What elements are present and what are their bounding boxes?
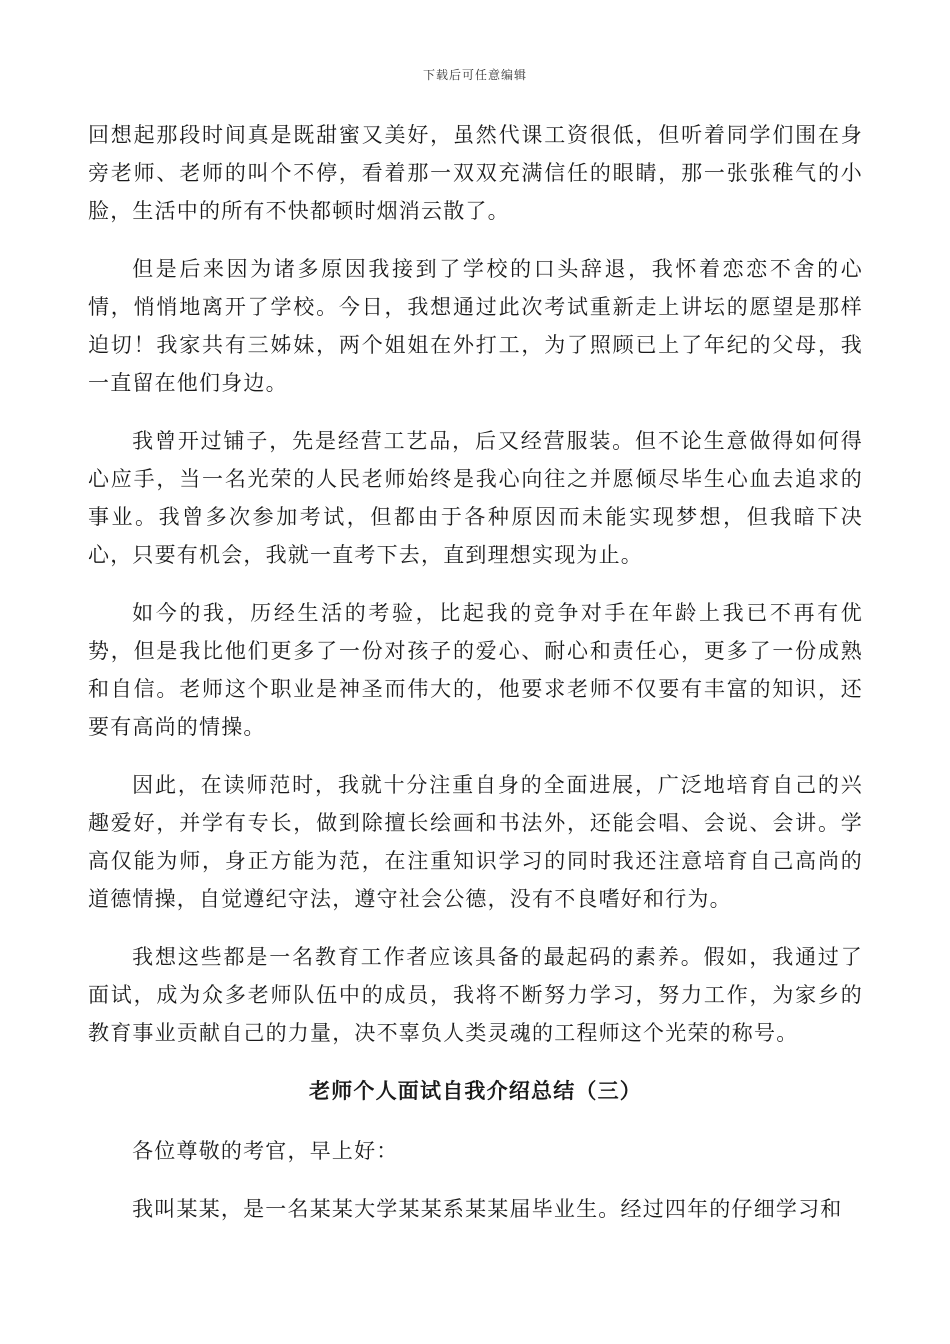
document-body <box>88 116 863 1248</box>
section-title: 老师个人面试自我介绍总结（三） <box>309 1078 642 1103</box>
paragraph-2: 但是后来因为诸多原因我接到了学校的口头辞退，我怀着恋恋不舍的心情，悄悄地离开了学校。今日，我想通过此次考试重新走上讲坛的愿望是那样迫切！我家共有三姊妹，两个姐姐在外打工，为了照顾已上了年纪的父母，我一直留在他们身边。 <box>88 257 863 395</box>
paragraph-6: 我想这些都是一名教育工作者应该具备的最起码的素养。假如，我通过了面试，成为众多老师队伍中的成员，我将不断努力学习，努力工作，为家乡的教育事业贡献自己的力量，决不辜负人类灵魂的工程师这个光荣的称号。 <box>88 945 863 1045</box>
paragraph-1: 回想起那段时间真是既甜蜜又美好，虽然代课工资很低，但听着同学们围在身旁老师、老师的叫个不停，看着那一双双充满信任的眼睛，那一张张稚气的小脸，生活中的所有不快都顿时烟消云散了。 <box>88 123 863 223</box>
paragraph-3: 我曾开过铺子，先是经营工艺品，后又经营服装。但不论生意做得如何得心应手，当一名光荣的人民老师始终是我心向往之并愿倾尽毕生心血去追求的事业。我曾多次参加考试，但都由于各种原因而未能实现梦想，但我暗下决心，只要有机会，我就一直考下去，直到理想实现为止。 <box>88 429 863 567</box>
paragraph-5: 因此，在读师范时，我就十分注重自身的全面进展，广泛地培育自己的兴趣爱好，并学有专长，做到除擅长绘画和书法外，还能会唱、会说、会讲。学高仅能为师，身正方能为范，在注重知识学习的同时我还注意培育自己高尚的道德情操，自觉遵纪守法，遵守社会公德，没有不良嗜好和行为。 <box>88 773 863 911</box>
paragraph-4: 如今的我，历经生活的考验，比起我的竞争对手在年龄上我已不再有优势，但是我比他们更多了一份对孩子的爱心、耐心和责任心，更多了一份成熟和自信。老师这个职业是神圣而伟大的，他要求老师不仅要有丰富的知识，还要有高尚的情操。 <box>88 601 863 739</box>
page-header-note: 下载后可任意编辑 <box>422 68 527 82</box>
greeting: 各位尊敬的考官，早上好： <box>132 1139 399 1163</box>
opening-paragraph: 我叫某某，是一名某某大学某某系某某届毕业生。经过四年的仔细学习和 <box>132 1197 843 1221</box>
